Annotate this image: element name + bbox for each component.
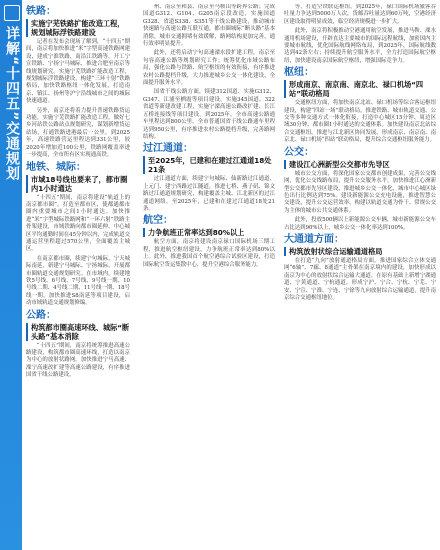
paragraph: 州、南京至和县、南京至马鞍山等跨界公路；完成国道G312、G104、G205南京段改造，实施国道G328、省道S338、S351等干线公路建设，推动城市快速路与高速公路互联互通，都市圈城际“断头路”基本消除，城市交通拥堵有效缓解，路网结构更加完善，通行效率明显提升。 bbox=[143, 4, 275, 48]
subheading: 构筑都市圈高速环线、城际“断头路”基本消除 bbox=[26, 323, 130, 341]
section-heading: 过江通道： bbox=[143, 143, 193, 155]
section-heading: 公路： bbox=[26, 309, 56, 321]
paragraph: “十四五”期间，南京将建设“轨道上的南京都市圈”，打造至都市区、使都通都市圈内重要城市之间1小时通达。加快推进“米”字型城际铁路网和“一环六射”铁路主骨架建设，市域铁路向都市圈延伸，中心城区平均通勤时间在45分钟以内，完成轨道交通运营里程超过570公里，全面覆盖主城区。 bbox=[26, 194, 130, 253]
paragraph: 在南京都市圈，续建宁句城际，宁天城际南延，新建宁马城际、宁扬城际，开展都市圈轨道交通规划研究。在市域内，续建地铁5号线、6号线、7号线、9号线一期、10号线二期、4号线二期、11号线一期、18号线一期，加快推进S8南延等项目建设，启动市域轨道交通规划修编。 bbox=[26, 255, 130, 307]
column-1 bbox=[26, 4, 130, 544]
section-heading: 枢纽： bbox=[284, 67, 314, 79]
subheading: 力争航班正常率达到80%以上 bbox=[143, 228, 275, 237]
subheading: 建设江心洲新型公交都市先导区 bbox=[284, 160, 436, 169]
paragraph: 国省干线公路方面，续建312国道、实施G312、G347、江浦至栖霞等项目建设。实施345国道、322省道等新建改建工程，实施宁溧高速公路改扩建、长江五桥连接线等项目建设。到2025年，全市高速公路通车里程达到800公里，全市普通国省干线公路通车里程达到950公里，有序推进农村公路提档升级，完善路网结构。 bbox=[143, 89, 275, 140]
subheading: 构筑放射状综合运输通道格局 bbox=[284, 247, 436, 256]
paragraph: “十四五”期间，南京将统筹推进高速公路建设，构筑都市圈高速环线，打造以南京为中心的放射状路网。加快推进宁马高速、溧宁高速改扩建等高速公路建设，有序推进国省干线公路建设。 bbox=[26, 342, 130, 379]
subheading: 实施宁芜铁路扩能改造工程，规划城际浮铁路建设 bbox=[26, 19, 130, 37]
section-heading: 大通道方面： bbox=[284, 233, 344, 245]
subheading: 市域18号线也要来了，都市圈内1小时通达 bbox=[26, 175, 130, 193]
paragraph: 城市公交方面，将深化国家公交都市创建成果，完善公交线网，优化公交线路布局，提升公交服务水平，加快推进江心洲新型公交都市先导区建设，推进城乡公交一体化，城市中心城区绿色出行比例达到75%。建设新能源公交充电设施，推进智慧公交建设，提升公交运营效率，构建以轨道交通为骨干、常规公交为主体的城市公共交通体系。 bbox=[284, 170, 436, 214]
paragraph: 此外，南京将积极推动空港通用航空发展，推进马鞍、溧水通用机场建设，开辟直达主要城市的国际远程航线，加密国内主要城市航线，优化国际航线网络布局，到2025年，国际航线数达到42条左右；持续提升航空服务水平，全力打造国际航空枢纽，加快建设南京国际航空枢纽，增强国际竞争力。 bbox=[284, 28, 436, 64]
paragraph: 航空方面，南京将建设南京禄口国际机场三期工程，推进航空枢纽建设，力争航班正常率达到80%以上。此外，推进我国首个航空港综合试验区建设，打造国际航空货运集散中心，提升空港综合服务能力。 bbox=[143, 239, 275, 268]
subheading: 至2025年，已建和在建过江通道18处21条 bbox=[143, 156, 275, 174]
section-heading: 地铁、城际： bbox=[26, 161, 86, 173]
paragraph: 在打造“九向”放射通道格局方面，推进国家综合立体交通网“6轴”、7廊、8通道”主骨架在南京境内的建设，加快形成以南京为中心的放射状综合运输大通道。在原有基础上新增宁湖通道、宁黄通道、宁杭通道，形成宁沪、宁合、宁杭、宁芜、宁安、宁宣、宁淮、宁连、宁徐等九向放射综合运输通道，提升南京综合交通枢纽地位。 bbox=[284, 257, 436, 301]
paragraph: 另外，南京还将着力提升普速铁路货运功能，实施宁芜铁路扩能改造工程，做好七乡河站铁公路站点规划研究，谋划新增货运站场，打通铁路进港最后一公里。到2025年，高速铁路营运里程达到331公里，较2020年增加近100公里，铁路网覆盖率进一步提高，全市所有区实现通高铁。 bbox=[26, 107, 130, 159]
section-heading: 铁路： bbox=[26, 6, 56, 17]
paragraph: 交通枢纽方面，将加快南京北站、禄口机场等综合客运枢纽建设，构建“四站一场”联动格局，推进铁路、城市轨道交通、公交等多种交通方式一体化衔接，打造中心城区15分钟、周边区域30分钟、都市圈1小时通达的交通体系。加快建设南京北站综合交通枢纽，推进与江北新区协同发展，形成南京、南京南、南京北、禄口机场“四站”联动格局，提升综合交通枢纽服务能力。 bbox=[284, 100, 436, 144]
paragraph: 记者在发布会现场了解到，“十四五”期间，南京将加快推进“米”字型高速铁路网建设，建成宁淮铁路，南沿江铁路等，开工宁宣铁路、宁扬宁马城际，推进合肥至南京等线规划研究。实施宁芜铁路扩能改造工程，规划城际浮铁路建设，构建“三环十射”铁路格局，加快铁路枢纽一体化发展，打造南京、镇江、扬州等沪宁沿线城市之间的城际快速通道。 bbox=[26, 39, 130, 105]
square-icon bbox=[4, 5, 20, 21]
section-heading: 航空： bbox=[143, 215, 173, 227]
column-2 bbox=[143, 4, 275, 544]
column-3 bbox=[284, 4, 436, 544]
sidebar-banner bbox=[0, 0, 22, 550]
paragraph: 过江通道方面，续建宁句城际、仙新路过江通道、上元门、建宁西路过江隧道，推进七桥、燕子矶、锦文路过江通道规划研究，构建覆盖主城、江北新区的过江通道网络。至2025年，已建和在建过江通道18处21条。 bbox=[143, 176, 275, 212]
paragraph: 此外，投放500辆以上新能源公交车辆，城市新能源公交车占比达到90%以上，城乡公交一体化率达到100%。 bbox=[284, 217, 436, 231]
paragraph: 此外，还将启动宁句高速溧水段扩建工程，南京至句容高速公路等规划研究工作；统筹优化市域公路布局，强化公路与铁路、航空枢纽的有效衔接，有序推进农村公路提档升级，大力推进城乡公交一体化建设，全面提升服务水平。 bbox=[143, 50, 275, 87]
vertical-title: 详解“十四五”交通规划 bbox=[4, 26, 20, 182]
section-heading: 公交： bbox=[284, 146, 314, 158]
paragraph: 等，打造空铁联运枢纽。到2025年，禄口国际机场旅客吞吐量力争达到5000万人次，货邮吞吐量达到60万吨，空港经济区建设取得明显成效，临空经济规模进一步扩大。 bbox=[284, 4, 436, 25]
subheading: 形成南京、南京南、南京北、禄口机场“四站”联动格局 bbox=[284, 80, 436, 98]
